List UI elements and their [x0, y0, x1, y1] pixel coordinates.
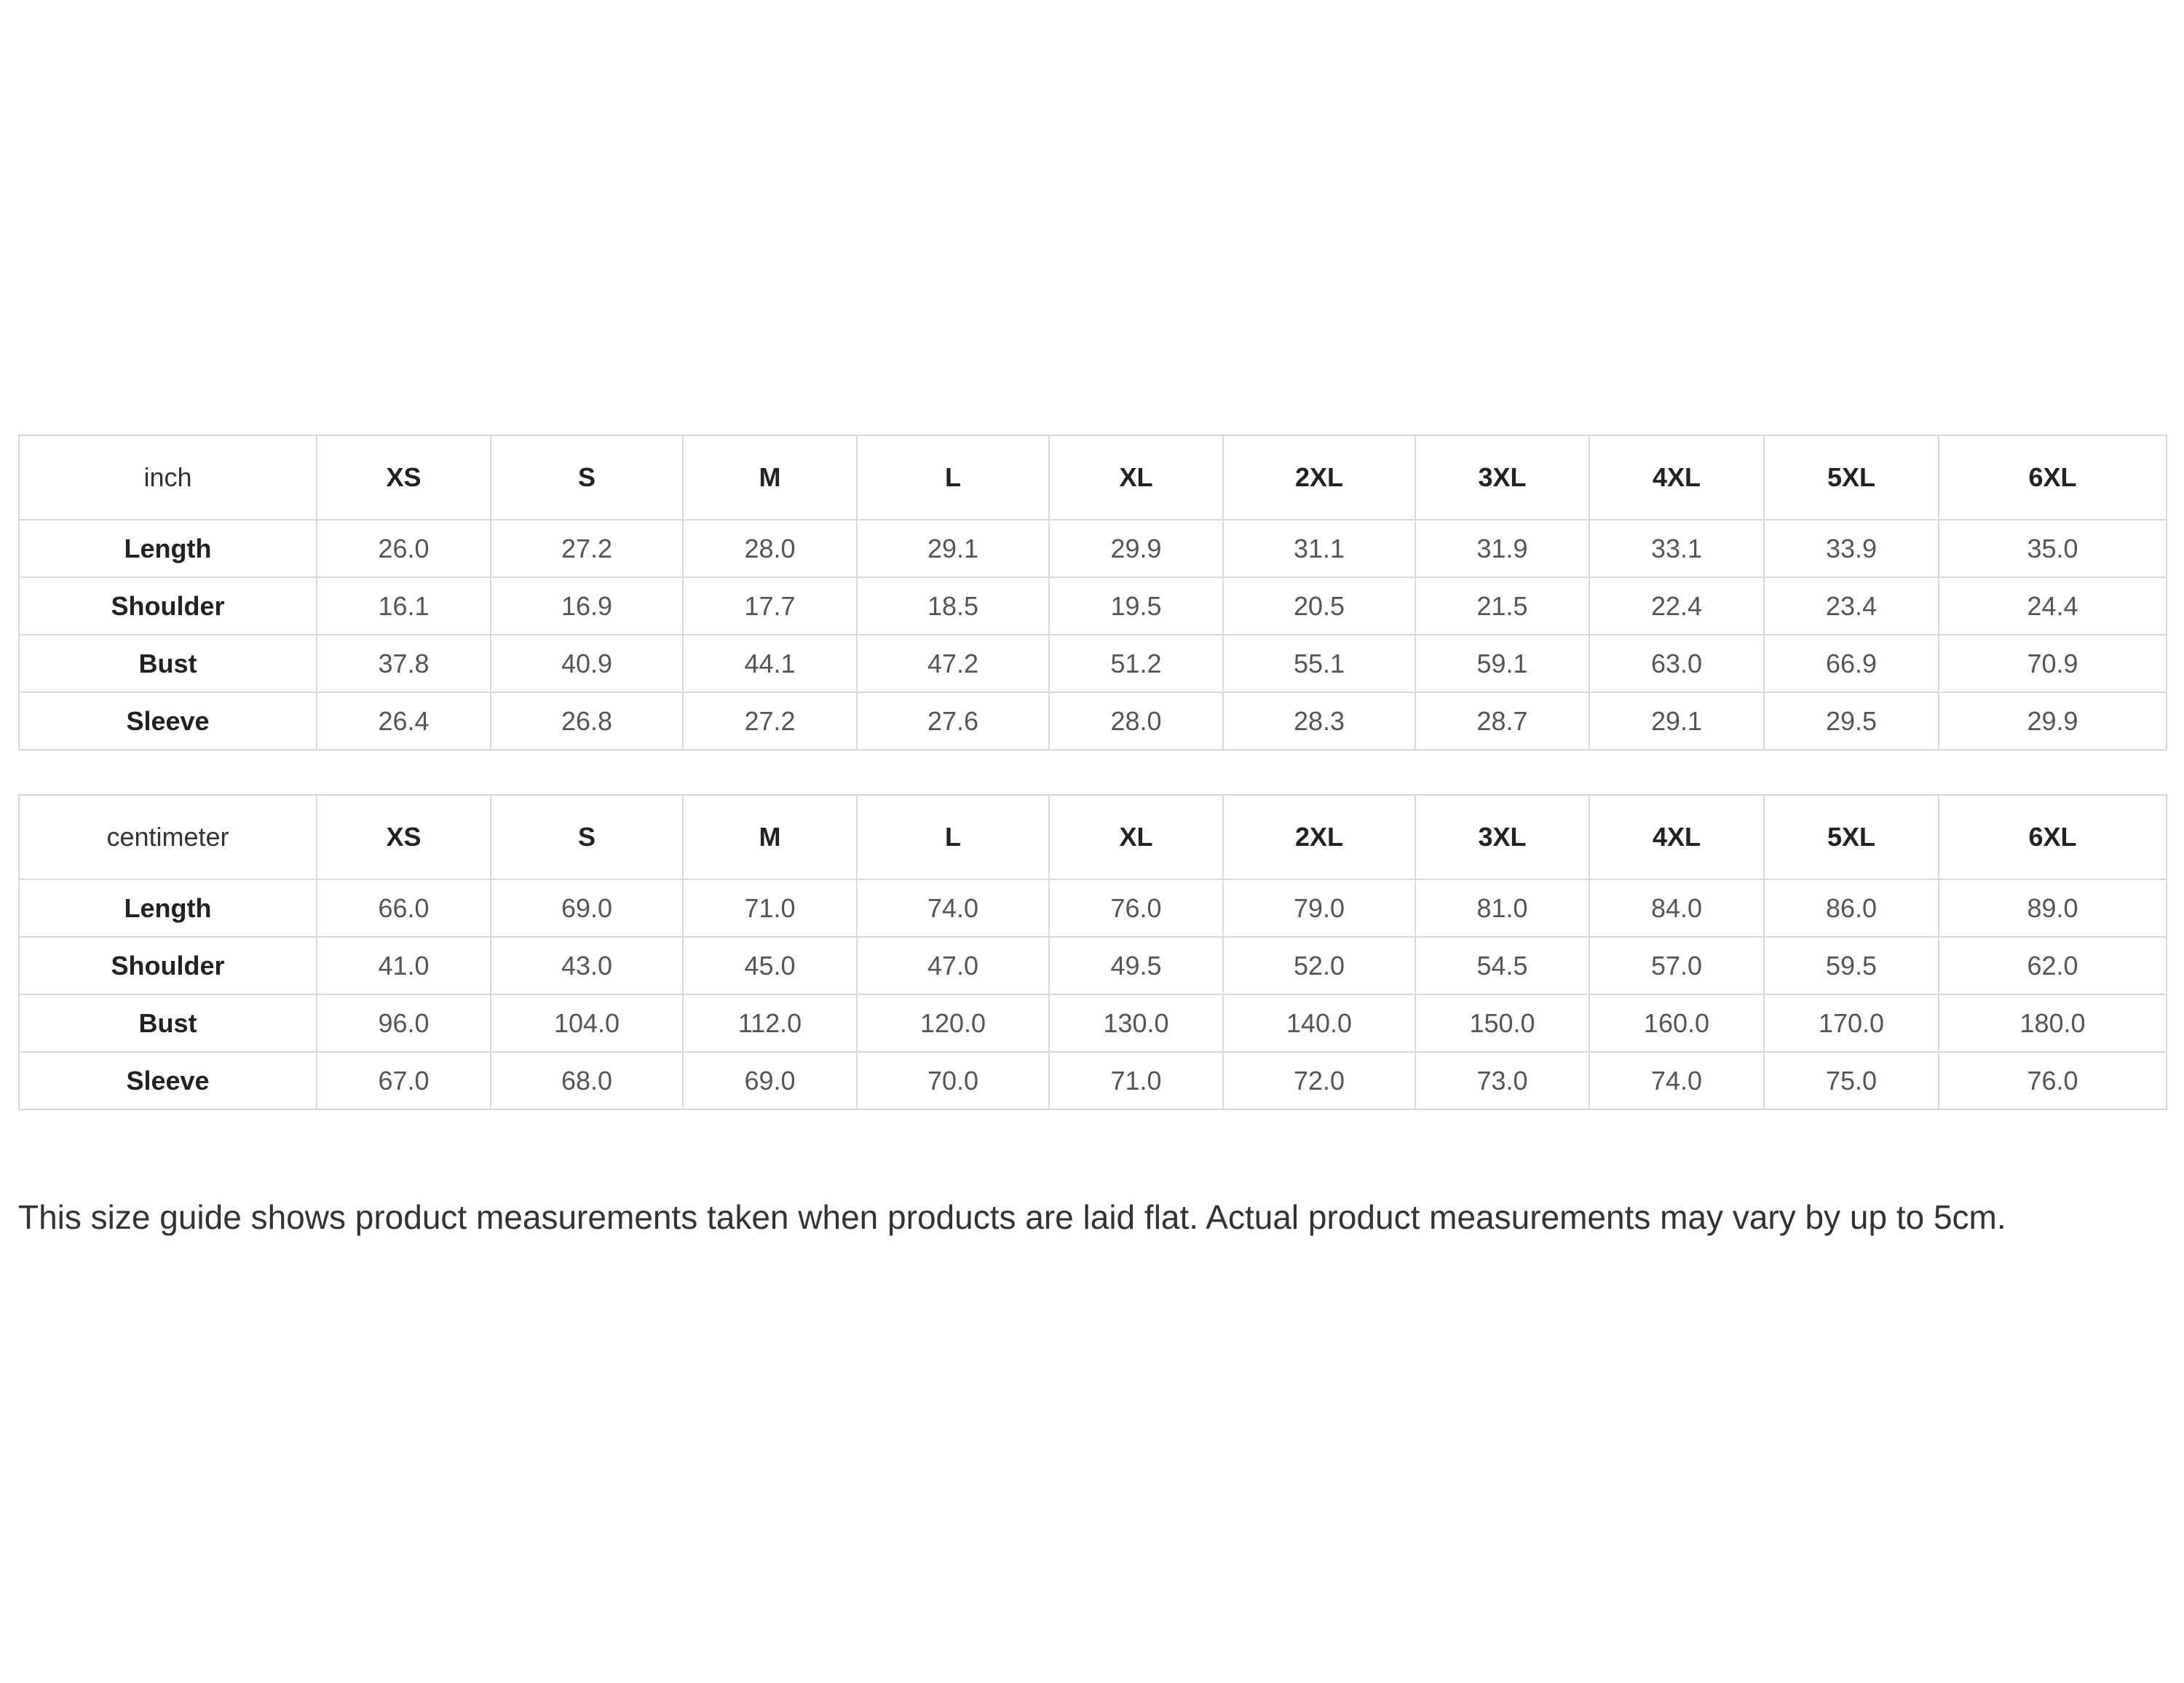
table-cell: 29.9: [1049, 520, 1223, 577]
table-cell: 55.1: [1223, 635, 1415, 692]
table-header-row: [19, 795, 2167, 879]
table-cell: 18.5: [857, 577, 1049, 635]
table-cell: 63.0: [1589, 635, 1764, 692]
size-header: 4XL: [1589, 435, 1764, 520]
table-cell: 26.0: [317, 520, 491, 577]
table-cell: 89.0: [1939, 879, 2167, 937]
row-label: Bust: [19, 994, 317, 1052]
table-cell: 51.2: [1049, 635, 1223, 692]
table-cell: 28.0: [1049, 692, 1223, 750]
table-cell: 29.9: [1939, 692, 2167, 750]
table-cell: 150.0: [1415, 994, 1589, 1052]
table-cell: 86.0: [1764, 879, 1939, 937]
table-cell: 69.0: [683, 1052, 857, 1109]
table-cell: 104.0: [491, 994, 683, 1052]
size-header: S: [491, 435, 683, 520]
table-cell: 81.0: [1415, 879, 1589, 937]
unit-label: centimeter: [19, 795, 317, 879]
table-cell: 23.4: [1764, 577, 1939, 635]
size-header: 2XL: [1223, 795, 1415, 879]
table-cell: 68.0: [491, 1052, 683, 1109]
table-cell: 35.0: [1939, 520, 2167, 577]
table-cell: 20.5: [1223, 577, 1415, 635]
size-header: XL: [1049, 435, 1223, 520]
table-cell: 57.0: [1589, 937, 1764, 994]
table-cell: 33.9: [1764, 520, 1939, 577]
table-cell: 31.9: [1415, 520, 1589, 577]
table-cell: 47.2: [857, 635, 1049, 692]
table-cell: 33.1: [1589, 520, 1764, 577]
table-cell: 76.0: [1939, 1052, 2167, 1109]
table-cell: 43.0: [491, 937, 683, 994]
table-cell: 69.0: [491, 879, 683, 937]
table-cell: 41.0: [317, 937, 491, 994]
table-cell: 27.6: [857, 692, 1049, 750]
row-label: Sleeve: [19, 692, 317, 750]
row-label: Bust: [19, 635, 317, 692]
size-header: S: [491, 795, 683, 879]
table-header-row: [19, 435, 2167, 520]
table-cell: 71.0: [1049, 1052, 1223, 1109]
size-header: 4XL: [1589, 795, 1764, 879]
table-cell: 73.0: [1415, 1052, 1589, 1109]
size-header: L: [857, 795, 1049, 879]
table-cell: 40.9: [491, 635, 683, 692]
table-cell: 19.5: [1049, 577, 1223, 635]
table-cell: 29.1: [1589, 692, 1764, 750]
table-cell: 26.4: [317, 692, 491, 750]
table-cell: 84.0: [1589, 879, 1764, 937]
table-cell: 120.0: [857, 994, 1049, 1052]
size-header: M: [683, 795, 857, 879]
table-cell: 37.8: [317, 635, 491, 692]
table-cell: 17.7: [683, 577, 857, 635]
size-header: XS: [317, 435, 491, 520]
table-cell: 22.4: [1589, 577, 1764, 635]
size-header: 5XL: [1764, 795, 1939, 879]
table-cell: 96.0: [317, 994, 491, 1052]
unit-label: inch: [19, 435, 317, 520]
centimeter-size-table: [18, 794, 2167, 1110]
row-label: Length: [19, 520, 317, 577]
table-cell: 24.4: [1939, 577, 2167, 635]
size-header: XL: [1049, 795, 1223, 879]
table-cell: 21.5: [1415, 577, 1589, 635]
table-row: [19, 635, 2167, 692]
table-cell: 71.0: [683, 879, 857, 937]
table-cell: 45.0: [683, 937, 857, 994]
inch-size-table: [18, 435, 2167, 751]
table-cell: 74.0: [1589, 1052, 1764, 1109]
table-cell: 27.2: [683, 692, 857, 750]
table-cell: 160.0: [1589, 994, 1764, 1052]
table-row: [19, 520, 2167, 577]
table-cell: 66.0: [317, 879, 491, 937]
table-cell: 47.0: [857, 937, 1049, 994]
table-cell: 70.0: [857, 1052, 1049, 1109]
table-cell: 59.5: [1764, 937, 1939, 994]
size-header: 2XL: [1223, 435, 1415, 520]
table-cell: 140.0: [1223, 994, 1415, 1052]
table-cell: 28.3: [1223, 692, 1415, 750]
table-cell: 28.0: [683, 520, 857, 577]
table-cell: 44.1: [683, 635, 857, 692]
table-cell: 29.1: [857, 520, 1049, 577]
table-cell: 29.5: [1764, 692, 1939, 750]
table-cell: 16.9: [491, 577, 683, 635]
table-cell: 49.5: [1049, 937, 1223, 994]
row-label: Length: [19, 879, 317, 937]
table-cell: 130.0: [1049, 994, 1223, 1052]
row-label: Shoulder: [19, 577, 317, 635]
size-header: 6XL: [1939, 435, 2167, 520]
table-cell: 76.0: [1049, 879, 1223, 937]
table-cell: 54.5: [1415, 937, 1589, 994]
size-header: 3XL: [1415, 435, 1589, 520]
table-row: [19, 937, 2167, 994]
table-cell: 180.0: [1939, 994, 2167, 1052]
table-row: [19, 879, 2167, 937]
table-cell: 67.0: [317, 1052, 491, 1109]
table-cell: 31.1: [1223, 520, 1415, 577]
size-header: L: [857, 435, 1049, 520]
table-cell: 79.0: [1223, 879, 1415, 937]
table-cell: 26.8: [491, 692, 683, 750]
size-header: 6XL: [1939, 795, 2167, 879]
size-header: 3XL: [1415, 795, 1589, 879]
table-cell: 16.1: [317, 577, 491, 635]
table-cell: 52.0: [1223, 937, 1415, 994]
table-cell: 28.7: [1415, 692, 1589, 750]
size-header: XS: [317, 795, 491, 879]
row-label: Sleeve: [19, 1052, 317, 1109]
table-cell: 59.1: [1415, 635, 1589, 692]
size-header: 5XL: [1764, 435, 1939, 520]
table-cell: 62.0: [1939, 937, 2167, 994]
table-cell: 75.0: [1764, 1052, 1939, 1109]
table-cell: 66.9: [1764, 635, 1939, 692]
table-row: [19, 1052, 2167, 1109]
table-cell: 170.0: [1764, 994, 1939, 1052]
size-guide-note: This size guide shows product measurements taken when products are laid flat. Actual product measurements may vary by up to 5cm.: [18, 1198, 2006, 1236]
row-label: Shoulder: [19, 937, 317, 994]
table-row: [19, 577, 2167, 635]
size-header: M: [683, 435, 857, 520]
table-row: [19, 692, 2167, 750]
table-row: [19, 994, 2167, 1052]
table-cell: 112.0: [683, 994, 857, 1052]
table-cell: 74.0: [857, 879, 1049, 937]
table-cell: 72.0: [1223, 1052, 1415, 1109]
table-cell: 27.2: [491, 520, 683, 577]
table-cell: 70.9: [1939, 635, 2167, 692]
